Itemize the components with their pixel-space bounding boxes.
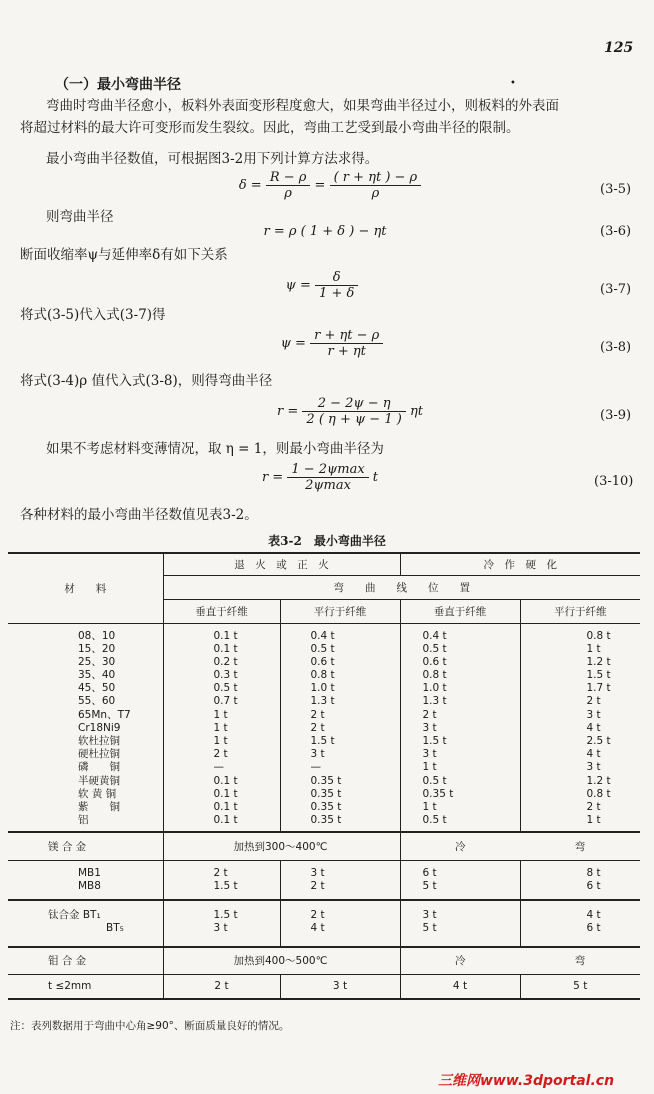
steel-value: 2 t	[310, 708, 325, 721]
steel-value: 4 t	[586, 721, 601, 734]
steel-value: 0.8 t	[422, 669, 447, 682]
steel-value: 0.6 t	[422, 655, 447, 668]
steel-col-d	[520, 623, 640, 832]
equation-label-3-8: (3-8)	[600, 340, 632, 355]
equation-3-9: r = $\frac{2 - 2\psi - \eta}{2 ( \eta + \psi - 1 )}$ ηt	[277, 396, 423, 427]
steel-value: 1.2 t	[586, 655, 611, 668]
paragraph-3: 则弯曲半径	[46, 209, 114, 225]
equation-3-7: ψ = $\frac{\delta}{1 + \delta}$	[262, 270, 382, 301]
steel-material-name: 软 黄 铜	[78, 787, 117, 800]
header-cold-work: 冷 作 硬 化	[400, 553, 640, 575]
equation-label-3-7: (3-7)	[600, 282, 632, 297]
steel-value: 0.1 t	[213, 629, 238, 642]
mo-heat-condition: 加热到400～500℃	[163, 947, 400, 975]
steel-value: 1.7 t	[586, 682, 611, 695]
equation-3-8: ψ = $\frac{r + \eta t - \rho}{r + \eta t}$	[262, 328, 402, 359]
steel-material-name: 45、50	[78, 682, 116, 695]
steel-material-name: 55、60	[78, 695, 116, 708]
steel-material-name: 35、40	[78, 669, 116, 682]
steel-value: 1 t	[422, 761, 437, 774]
steel-material-name: 铝	[78, 814, 89, 827]
header-perp-2: 垂直于纤维	[400, 599, 520, 623]
steel-value: 1.5 t	[310, 735, 335, 747]
equation-3-10: r = $\frac{1 - 2\psi\max}{2\psi\max}$ t	[261, 462, 379, 493]
mg-rows-material: MB1 MB8	[8, 860, 163, 900]
steel-value: 0.7 t	[213, 695, 238, 708]
steel-value: —	[310, 761, 321, 774]
steel-value: 0.35 t	[310, 814, 342, 827]
equation-label-3-6: (3-6)	[600, 224, 632, 239]
equation-label-3-10: (3-10)	[594, 474, 634, 489]
steel-value: 2 t	[586, 800, 601, 813]
steel-value: 0.4 t	[422, 629, 447, 642]
steel-material-name: 08、10	[78, 629, 116, 642]
steel-value: 0.1 t	[213, 800, 238, 813]
steel-value: 0.4 t	[310, 629, 335, 642]
steel-value: 0.1 t	[213, 774, 238, 787]
paragraph-6: 将式(3-4)ρ 值代入式(3-8)，则得弯曲半径	[20, 373, 273, 389]
steel-value: 0.35 t	[310, 787, 342, 800]
steel-value: 1 t	[586, 642, 601, 655]
paragraph-7: 如果不考虑材料变薄情况，取 η = 1，则最小弯曲半径为	[46, 441, 384, 457]
paragraph-1-line-1: 弯曲时弯曲半径愈小，板料外表面变形程度愈大，如果弯曲半径过小，则板料的外表面	[46, 98, 559, 114]
steel-col-a	[163, 623, 280, 832]
steel-value: 3 t	[422, 748, 437, 761]
steel-materials-col	[8, 623, 163, 832]
steel-value: 0.8 t	[586, 629, 611, 642]
paragraph-5: 将式(3-5)代入式(3-7)得	[20, 307, 166, 323]
paragraph-1	[20, 95, 640, 139]
table-title: 表3-2 最小弯曲半径	[268, 534, 386, 548]
steel-value: 0.5 t	[422, 774, 447, 787]
section-heading: （一）最小弯曲半径	[55, 77, 181, 93]
equation-3-6: r = ρ ( 1 + δ ) − ηt	[263, 224, 387, 239]
header-annealed: 退 火 或 正 火	[163, 553, 400, 575]
equation-label-3-9: (3-9)	[600, 408, 632, 423]
header-perp-1: 垂直于纤维	[163, 599, 280, 623]
steel-value: 1.0 t	[310, 682, 335, 695]
steel-value: 0.8 t	[310, 669, 335, 682]
steel-value: 0.5 t	[422, 642, 447, 655]
steel-value: 0.2 t	[213, 655, 238, 668]
steel-material-name: 65Mn、T7	[78, 708, 131, 721]
steel-material-name: 硬杜拉铜	[78, 748, 120, 761]
paragraph-1-line-2: 将超过材料的最大许可变形而发生裂纹。因此，弯曲工艺受到最小弯曲半径的限制。	[20, 120, 520, 136]
steel-material-name: 软杜拉铜	[78, 735, 120, 747]
header-para-1: 平行于纤维	[280, 599, 400, 623]
dot-mark: •	[510, 78, 516, 89]
steel-value: 1.5 t	[422, 735, 447, 747]
steel-value: 1 t	[422, 800, 437, 813]
steel-value: 0.1 t	[213, 814, 238, 827]
steel-value: 1.2 t	[586, 774, 611, 787]
steel-material-name: 磷 铜	[78, 761, 120, 774]
steel-material-name: 半硬黄铜	[78, 774, 120, 787]
steel-value: 3 t	[310, 748, 325, 761]
header-para-2: 平行于纤维	[520, 599, 640, 623]
steel-value: 0.1 t	[213, 787, 238, 800]
steel-value: 0.5 t	[422, 814, 447, 827]
steel-value: 0.5 t	[310, 642, 335, 655]
steel-material-name: Cr18Ni9	[78, 721, 121, 734]
steel-value: 1 t	[213, 708, 228, 721]
watermark: 三维网www.3dportal.cn	[438, 1073, 615, 1089]
mo-alloy-label: 钼 合 金	[8, 947, 163, 975]
page-number: 125	[604, 40, 634, 56]
steel-value: 2 t	[422, 708, 437, 721]
steel-value: 2 t	[586, 695, 601, 708]
steel-value: 0.1 t	[213, 642, 238, 655]
steel-material-name: 紫 铜	[78, 800, 120, 813]
steel-value: 0.35 t	[422, 787, 454, 800]
steel-value: 4 t	[586, 748, 601, 761]
mo-cold: 冷	[400, 947, 520, 975]
mg-heat-condition: 加热到300～400℃	[163, 832, 400, 860]
header-material: 材 料	[8, 553, 163, 623]
paragraph-8: 各种材料的最小弯曲半径数值见表3-2。	[20, 507, 258, 523]
steel-value: 1.3 t	[422, 695, 447, 708]
mg-bend: 弯	[520, 832, 640, 860]
steel-material-name: 25、30	[78, 655, 116, 668]
steel-value: 0.8 t	[586, 787, 611, 800]
steel-value: 1.0 t	[422, 682, 447, 695]
equation-label-3-5: (3-5)	[600, 182, 632, 197]
paragraph-4: 断面收缩率ψ与延伸率δ有如下关系	[20, 247, 228, 263]
min-bend-radius-table: 材 料 退 火 或 正 火 冷 作 硬 化 弯 曲 线 位 置 垂直于纤维 平行于纤维 垂直于纤维 平行于纤维 08、10 15、20 25、30 35、40 45、50 55、60 65Mn、T7 Cr18Ni9 软杜拉铜 硬杜拉铜 磷 铜 半硬黄铜 软 黄 铜 紫 铜 铝 0.1 t 0.1 t 0.2 t 0.3 t 0.5 t 0.7 t 1 t 1 t 1 t 2 t — 0.1 t 0.1 t 0.1 t 0.1 t 0.4 t 0.5 t 0.6 t 0.8 t 1.0 t 1.3 t 2 t 2 t 1.5 t 3 t — 0.35 t 0.35 t 0.35 t 0.35 t 0.4 t 0.5 t 0.6 t 0.8 t 1.0 t 1.3 t 2 t 3 t 1.5 t 3 t 1 t 0.5 t 0.35 t 1 t 0.5 t 0.8 t 1 t 1.2 t 1.5 t 1.7 t 2 t 3 t 4 t 2.5 t 4 t 3 t 1.2 t 0.8 t 2 t 1 t 镁 合 金 加热到300～400℃ 冷 弯 MB1 MB8 2 t 1.5 t 3 t 2 t 6 t 5 t 8 t 6 t 钛合金 BT₁ BT₅ 1.5 t 3 t 2 t 4 t 3 t 5 t 4 t 6 t 钼 合 金 加热到400～500℃ 冷 弯 t ≤2mm 2 t 3 t 4 t 5 t	[8, 552, 640, 1000]
paragraph-2: 最小弯曲半径数值，可根据图3-2用下列计算方法求得。	[46, 151, 379, 167]
steel-value: 2.5 t	[586, 735, 611, 747]
mg-alloy-label: 镁 合 金	[8, 832, 163, 860]
ti-rows-material: 钛合金 BT₁ BT₅	[8, 900, 163, 946]
steel-value: 1 t	[213, 735, 228, 747]
table-note: 注：表列数据用于弯曲中心角≥90°、断面质量良好的情况。	[10, 1020, 290, 1032]
steel-value: 2 t	[213, 748, 228, 761]
steel-col-c	[400, 623, 520, 832]
steel-value: 1.3 t	[310, 695, 335, 708]
steel-value: 3 t	[586, 761, 601, 774]
steel-value: 0.5 t	[213, 682, 238, 695]
steel-col-b	[280, 623, 400, 832]
steel-value: 2 t	[310, 721, 325, 734]
mg-cold: 冷	[400, 832, 520, 860]
steel-value: 1 t	[586, 814, 601, 827]
steel-value: 3 t	[586, 708, 601, 721]
steel-value: 3 t	[422, 721, 437, 734]
steel-value: 0.3 t	[213, 669, 238, 682]
equation-3-5: δ = $\frac{R - \rho}{\rho}$ = $\frac{( r + \eta t ) - \rho}{\rho}$	[200, 170, 460, 201]
mo-row-material: t ≤2mm	[8, 975, 163, 999]
steel-value: 1.5 t	[586, 669, 611, 682]
steel-value: —	[213, 761, 224, 774]
steel-material-name: 15、20	[78, 642, 116, 655]
steel-value: 1 t	[213, 721, 228, 734]
mo-bend: 弯	[520, 947, 640, 975]
steel-value: 0.35 t	[310, 800, 342, 813]
header-bend-position: 弯 曲 线 位 置	[163, 575, 640, 599]
steel-value: 0.35 t	[310, 774, 342, 787]
steel-value: 0.6 t	[310, 655, 335, 668]
